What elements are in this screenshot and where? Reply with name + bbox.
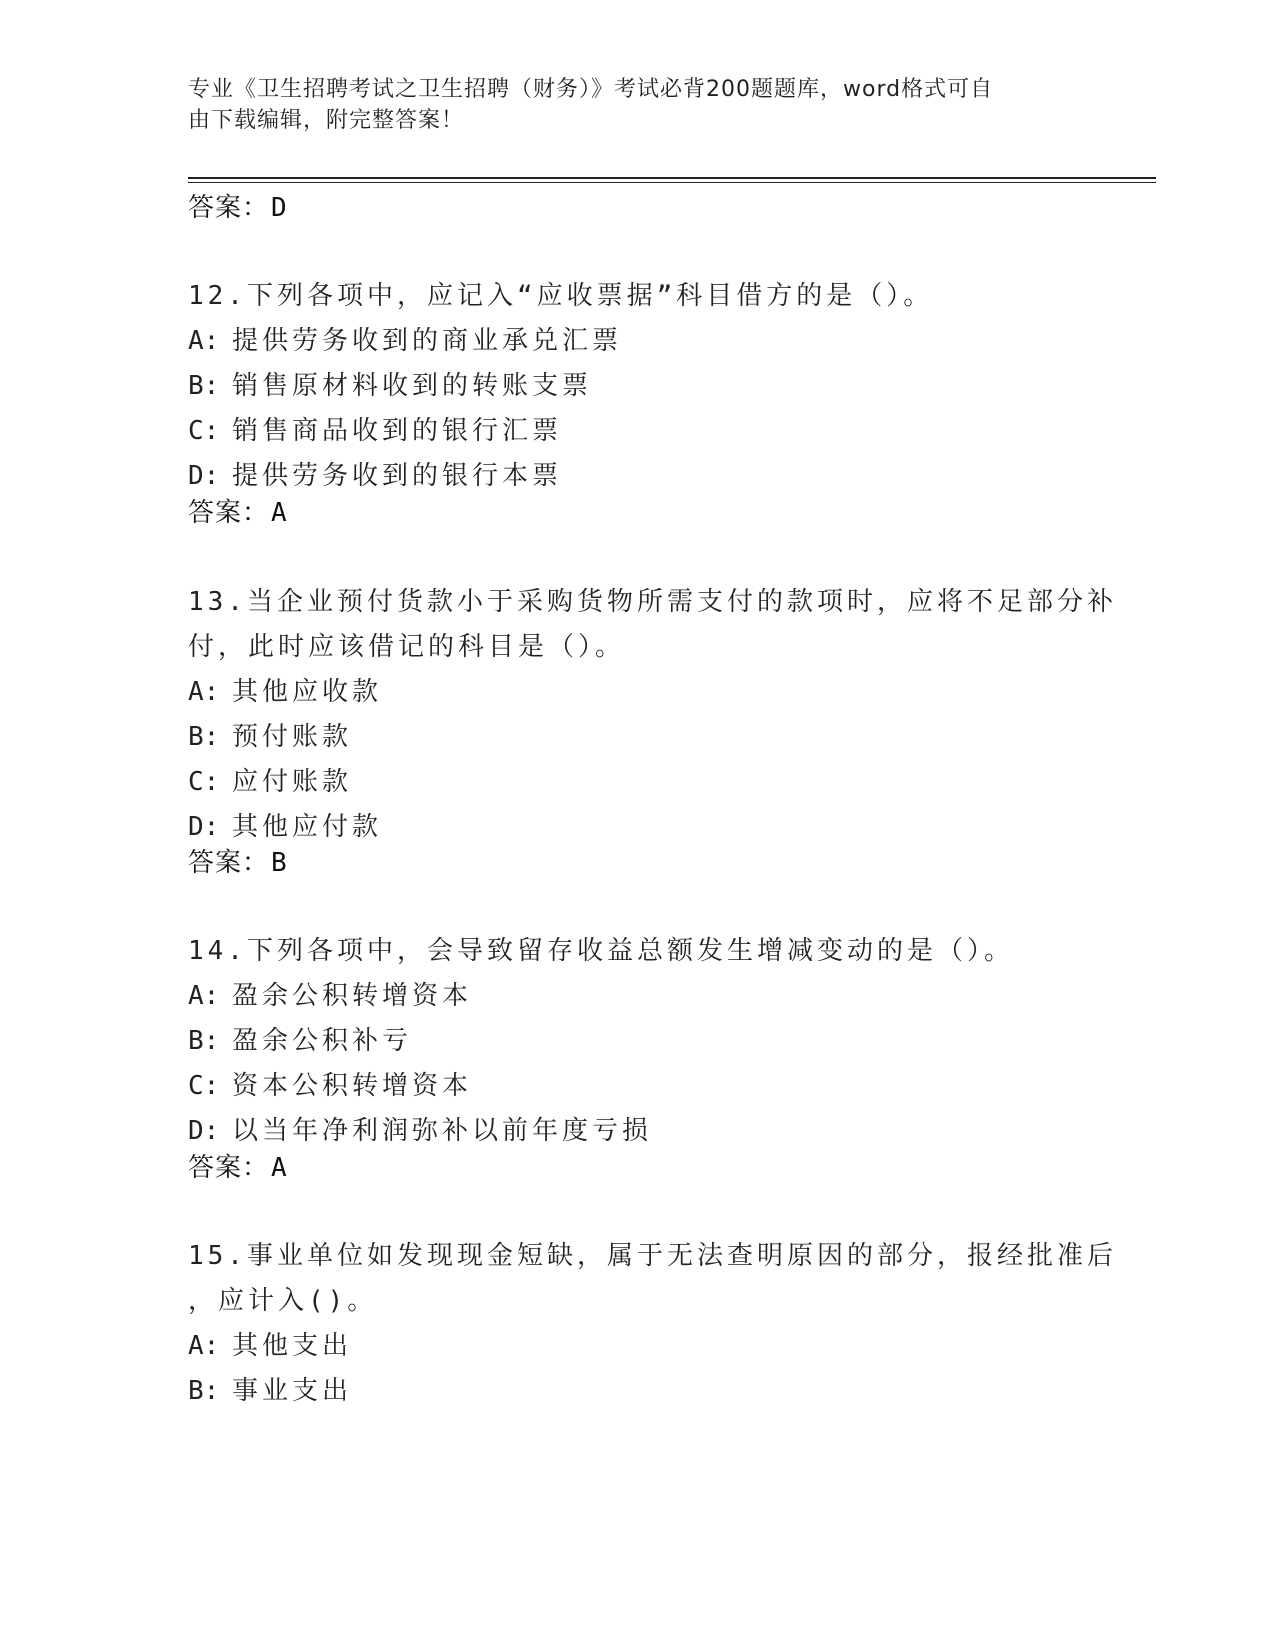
answer-label: 答案： [188, 848, 270, 878]
option-text: 以当年净利润弥补以前年度亏损 [232, 1116, 653, 1146]
option-a [188, 670, 1088, 715]
question-text-line-1: 13.当企业预付货款小于采购货物所需支付的款项时，应将不足部分补 [188, 587, 1117, 617]
answer-prev [188, 193, 1088, 223]
option-key: A: [188, 326, 220, 356]
question-15 [188, 1234, 1117, 1414]
option-text: 其他支出 [232, 1331, 353, 1361]
answer-value: D [271, 193, 287, 223]
option-b [188, 364, 1088, 409]
option-key: B: [188, 1376, 220, 1406]
question-text-line-2: ，应计入()。 [188, 1286, 378, 1316]
option-key: B: [188, 1026, 220, 1056]
option-key: D: [188, 812, 220, 842]
answer-14 [188, 1153, 1088, 1183]
option-key: C: [188, 767, 220, 797]
option-text: 其他应收款 [232, 677, 383, 707]
option-d [188, 1109, 1088, 1154]
option-key: B: [188, 722, 220, 752]
option-text: 提供劳务收到的商业承兑汇票 [232, 326, 623, 356]
option-c [188, 760, 1088, 805]
answer-label: 答案： [188, 498, 270, 528]
question-13 [188, 580, 1117, 850]
option-text: 提供劳务收到的银行本票 [232, 461, 563, 491]
option-key: A: [188, 1331, 220, 1361]
question-text: 14.下列各项中，会导致留存收益总额发生增减变动的是（）。 [188, 936, 1014, 966]
option-text: 盈余公积转增资本 [232, 981, 473, 1011]
option-c [188, 1064, 1088, 1109]
option-key: D: [188, 461, 220, 491]
option-key: C: [188, 1071, 220, 1101]
option-text: 资本公积转增资本 [232, 1071, 473, 1101]
option-b [188, 1019, 1088, 1064]
option-text: 销售原材料收到的转账支票 [232, 371, 593, 401]
option-key: D: [188, 1116, 220, 1146]
option-d [188, 805, 1088, 850]
question-14 [188, 929, 1088, 1154]
option-key: B: [188, 371, 220, 401]
answer-value: A [271, 1153, 287, 1183]
option-a [188, 319, 1088, 364]
answer-12 [188, 498, 1088, 528]
option-key: A: [188, 677, 220, 707]
option-d [188, 454, 1088, 499]
header-divider-thin [188, 182, 1156, 183]
answer-label: 答案： [188, 193, 270, 223]
answer-value: B [271, 848, 287, 878]
header-line-1: 专业《卫生招聘考试之卫生招聘（财务）》考试必背200题题库，word格式可自 [188, 77, 994, 102]
answer-13 [188, 848, 1088, 878]
option-text: 销售商品收到的银行汇票 [232, 416, 563, 446]
option-text: 应付账款 [232, 767, 353, 797]
option-text: 其他应付款 [232, 812, 383, 842]
option-text: 预付账款 [232, 722, 353, 752]
option-key: A: [188, 981, 220, 1011]
document-header [188, 74, 1088, 136]
option-b [188, 715, 1088, 760]
question-12 [188, 274, 1088, 499]
option-a [188, 1324, 1088, 1369]
question-text-line-2: 付，此时应该借记的科目是（）。 [188, 632, 626, 662]
header-line-2: 由下载编辑，附完整答案！ [188, 108, 465, 133]
option-a [188, 974, 1088, 1019]
answer-label: 答案： [188, 1153, 270, 1183]
option-c [188, 409, 1088, 454]
header-divider-thick [188, 177, 1156, 179]
question-text: 12.下列各项中，应记入“应收票据”科目借方的是（）。 [188, 281, 934, 311]
option-text: 事业支出 [232, 1376, 353, 1406]
question-text-line-1: 15.事业单位如发现现金短缺，属于无法查明原因的部分，报经批准后 [188, 1241, 1117, 1271]
answer-value: A [271, 498, 287, 528]
option-key: C: [188, 416, 220, 446]
option-text: 盈余公积补亏 [232, 1026, 413, 1056]
option-b [188, 1369, 1088, 1414]
